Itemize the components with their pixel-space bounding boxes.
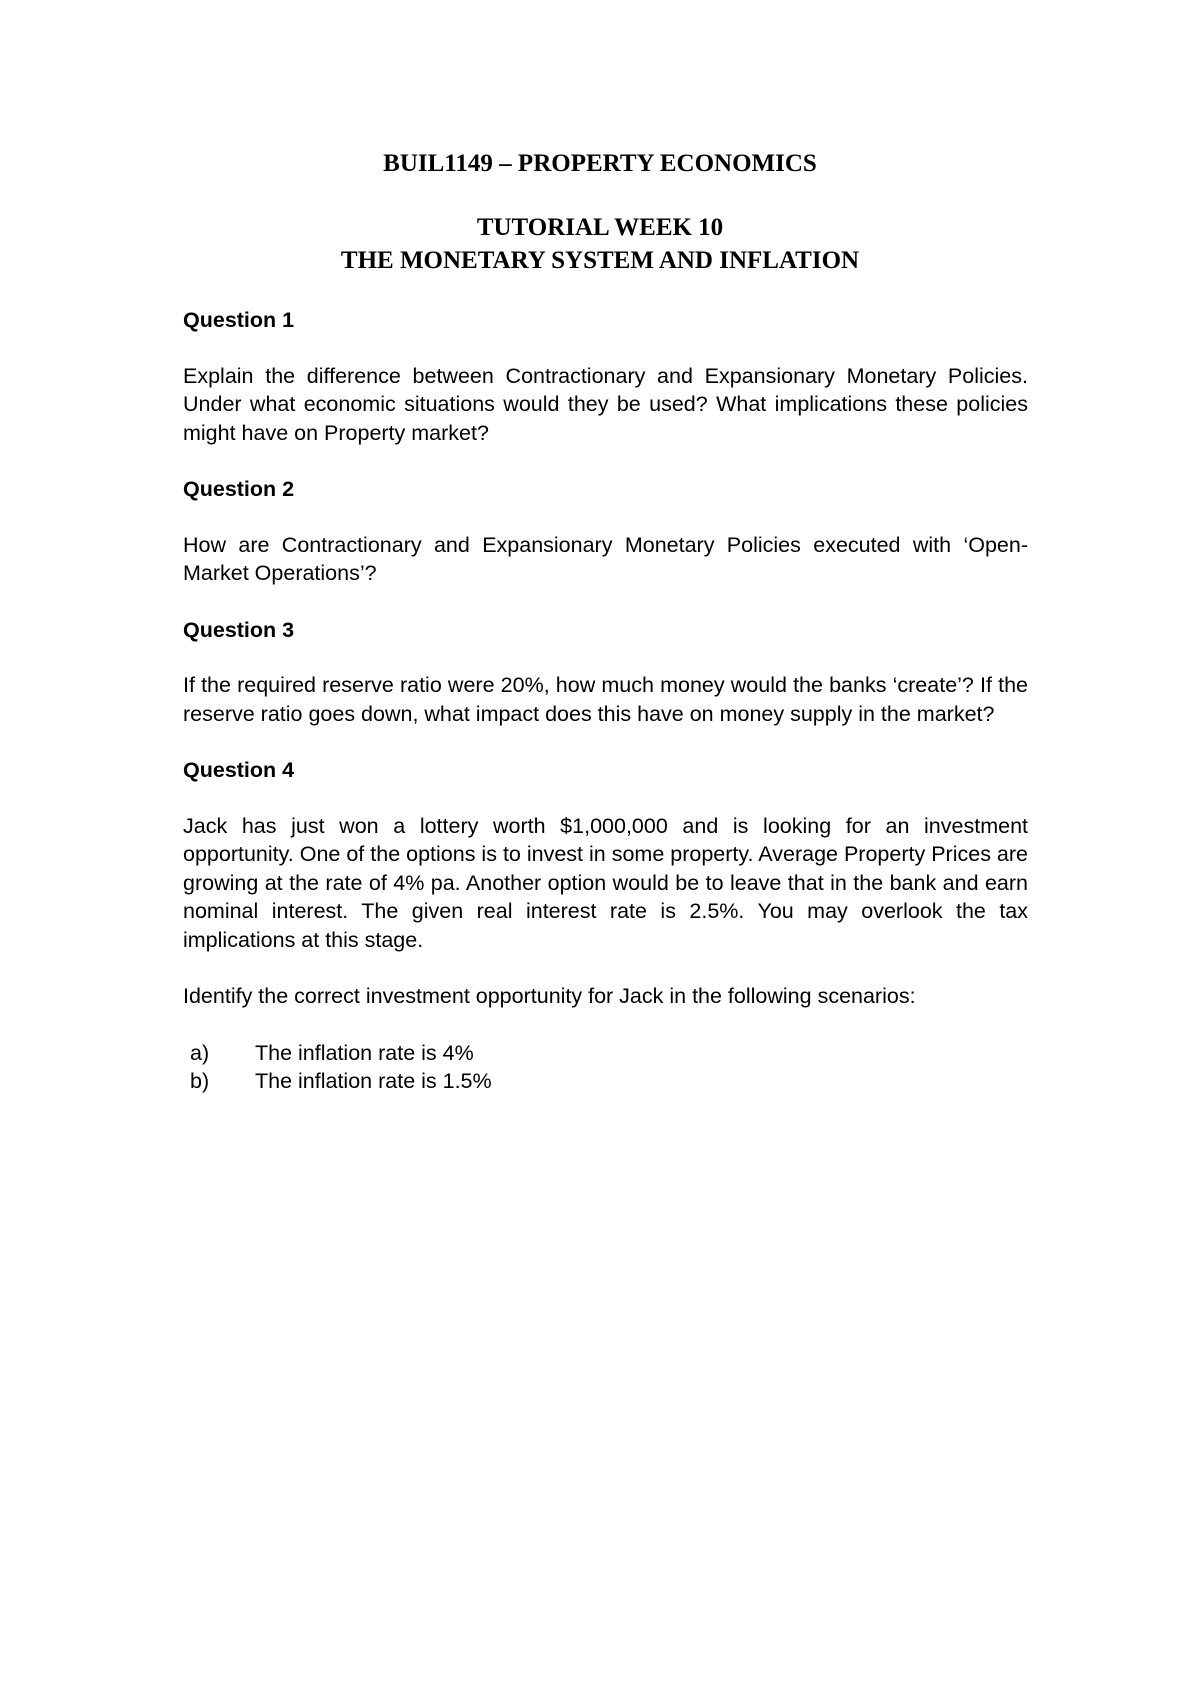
question-1-heading: Question 1 xyxy=(183,308,295,332)
course-title: BUIL1149 – PROPERTY ECONOMICS xyxy=(383,150,817,177)
scenario-list xyxy=(183,1039,1028,1096)
question-4-prompt: Identify the correct investment opportunity for Jack in the following scenarios: xyxy=(183,984,916,1008)
question-1 xyxy=(183,306,1028,447)
scenario-item-a xyxy=(183,1039,1028,1068)
question-2-heading: Question 2 xyxy=(183,477,295,501)
questions-section xyxy=(183,306,1028,1096)
question-4 xyxy=(183,756,1028,1096)
question-3-text: If the required reserve ratio were 20%, how much money would the banks ‘create’? If the reserve ratio goes down, what impact does this have on money supply in the market? xyxy=(183,673,1028,726)
question-4-heading: Question 4 xyxy=(183,758,295,782)
scenario-item-b xyxy=(183,1067,1028,1096)
scenario-letter: a) xyxy=(190,1040,210,1065)
question-2-text: How are Contractionary and Expansionary Monetary Policies executed with ‘Open-Market Operations’? xyxy=(183,532,1028,585)
question-1-text: Explain the difference between Contractionary and Expansionary Monetary Policies. Under what economic situations would they be used? What implications these policies might have on Property market? xyxy=(183,363,1028,445)
topic-title: THE MONETARY SYSTEM AND INFLATION xyxy=(340,247,860,274)
scenario-text: The inflation rate is 1.5% xyxy=(255,1069,492,1093)
question-3 xyxy=(183,616,1028,729)
question-4-text: Jack has just won a lottery worth $1,000,000 and is looking for an investment opportunity. One of the options is to invest in some property. Average Property Prices are growing at the rate of 4% pa. Another option would be to leave that in the bank and earn nominal interest. The given real interest rate is 2.5%. You may overlook the tax implications at this stage. xyxy=(183,813,1028,952)
question-2 xyxy=(183,475,1028,588)
scenario-letter: b) xyxy=(190,1069,210,1093)
scenario-text: The inflation rate is 4% xyxy=(255,1040,474,1065)
question-3-heading: Question 3 xyxy=(183,617,295,642)
tutorial-week-title: TUTORIAL WEEK 10 xyxy=(476,214,724,241)
